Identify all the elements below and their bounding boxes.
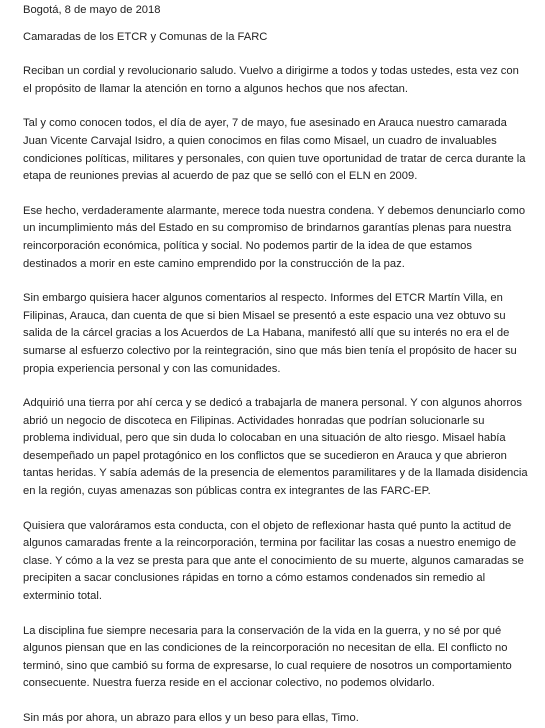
letter-page (23, 2, 528, 728)
letter-paragraph: Sin embargo quisiera hacer algunos comentarios al respecto. Informes del ETCR Martín Villa, en Filipinas, Arauca, dan cuenta de que si bien Misael se presentó a este espacio una vez obtuvo su salida de la cárcel gracias a los Acuerdos de La Habana, manifestó allí que su interés no era el de sumarse al esfuerzo colectivo por la reintegración, sino que más bien tenía el propósito de hacer su propia experiencia personal y con las comunidades. (23, 292, 517, 375)
letter-paragraph: La disciplina fue siempre necesaria para la conservación de la vida en la guerra, y no sé por qué algunos piensan que en las condiciones de la reincorporación no necesitan de ella. El conflicto no terminó, sino que cambió su forma de expresarse, lo cual requiere de nosotros un comportamiento consecuente. Nuestra fuerza reside en el accionar colectivo, no podemos olvidarlo. (23, 624, 512, 690)
letter-paragraph: Quisiera que valoráramos esta conducta, con el objeto de reflexionar hasta qué punto la actitud de algunos camaradas frente a la reincorporación, termina por facilitar las cosas a nuestro enemigo de clase. Y cómo a la vez se presta para que ante el conocimiento de su muerte, algunos camaradas se precipiten a sacar conclusiones rápidas en torno a cómo estamos condenados sin remedio al exterminio total. (23, 519, 524, 603)
letter-salutation: Camaradas de los ETCR y Comunas de la FARC (23, 30, 268, 43)
letter-closing: Sin más por ahora, un abrazo para ellos y un beso para ellas, Timo. (23, 712, 359, 724)
letter-paragraph: Ese hecho, verdaderamente alarmante, merece toda nuestra condena. Y debemos denunciarlo como un incumplimiento más del Estado en su compromiso de brindarnos garantías plenas para nuestra reincorporación económica, política y social. No podemos partir de la idea de que estamos destinados a morir en este camino emprendido por la construcción de la paz. (23, 204, 526, 270)
letter-paragraph: Tal y como conocen todos, el día de ayer, 7 de mayo, fue asesinado en Arauca nuestro camarada Juan Vicente Carvajal Isidro, a quien conocimos en filas como Misael, un cuadro de invaluables condiciones políticas, militares y personales, con quien tuve oportunidad de tratar de cerca durante la etapa de reuniones previas al acuerdo de paz que se selló con el ELN en 2009. (23, 117, 526, 183)
letter-body (23, 63, 528, 727)
letter-dateline: Bogotá, 8 de mayo de 2018 (23, 4, 161, 16)
letter-paragraph: Adquirió una tierra por ahí cerca y se dedicó a trabajarla de manera personal. Y con algunos ahorros abrió un negocio de discoteca en Filipinas. Actividades honradas que podrían solucionarle su problema individual, pero que sin duda lo colocaban en una situación de alto riesgo. Misael había desempeñado un papel protagónico en los conflictos que se sucedieron en Arauca y que abrieron tantas heridas. Y sabía además de la presencia de elementos paramilitares y de la llamada disidencia en la región, cuyas amenazas son públicas contra ex integrantes de las FARC-EP. (23, 397, 528, 498)
letter-paragraph: Reciban un cordial y revolucionario saludo. Vuelvo a dirigirme a todos y todas ustedes, esta vez con el propósito de llamar la atención en torno a algunos hechos que nos afectan. (23, 65, 519, 95)
